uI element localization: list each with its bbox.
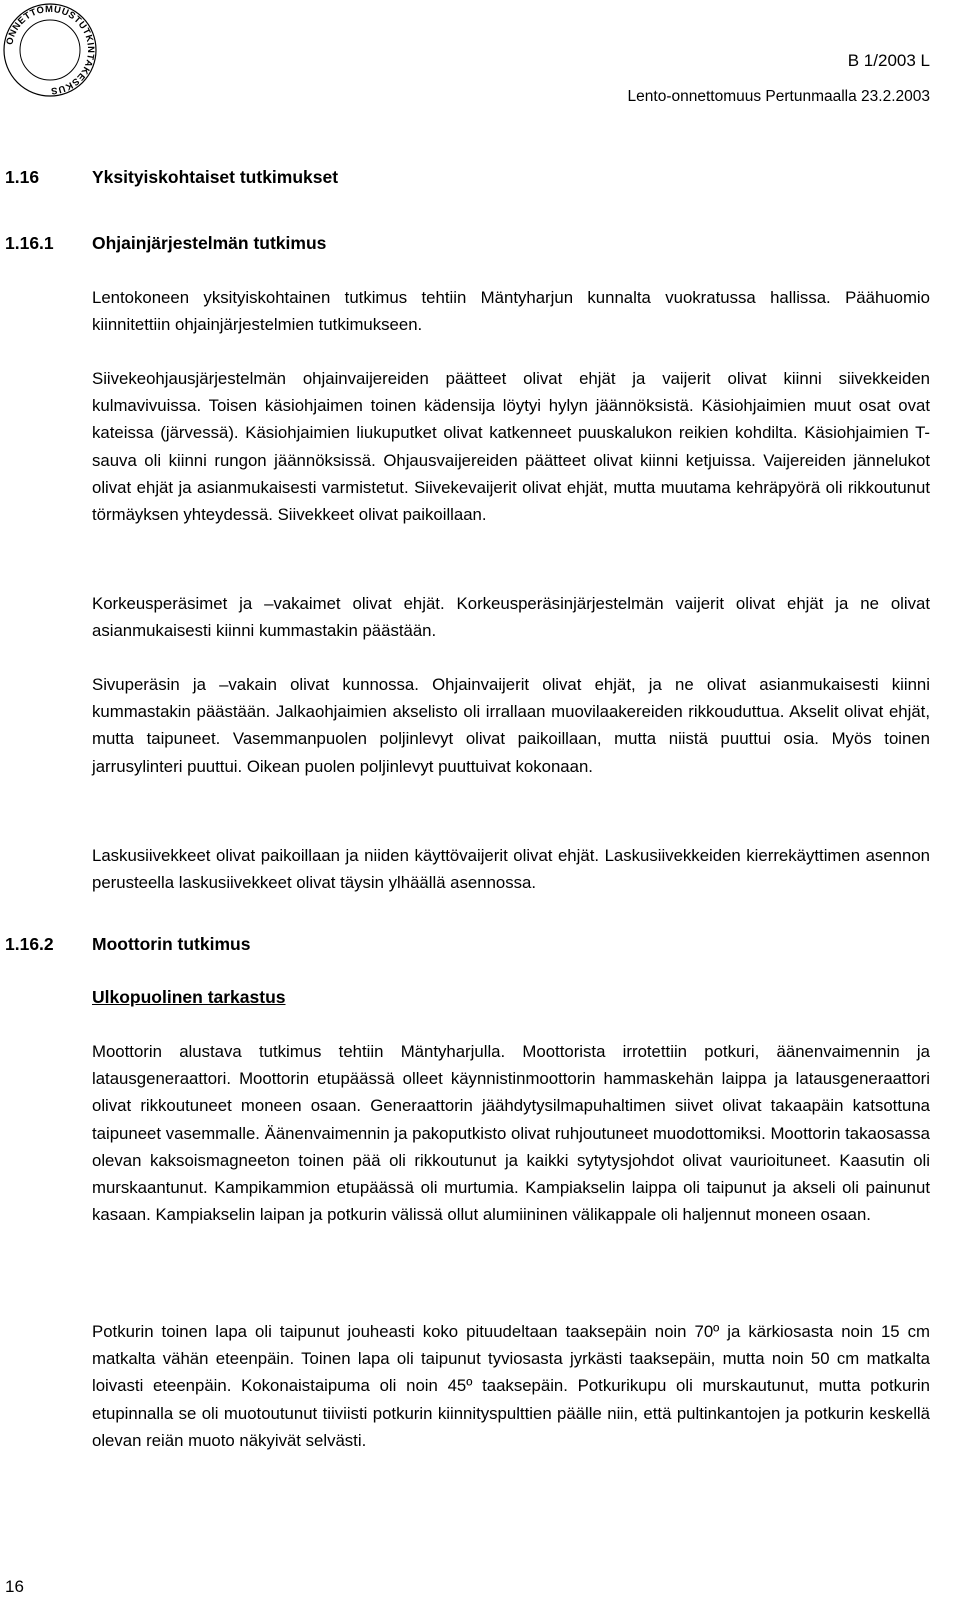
page-header xyxy=(628,50,930,108)
section-number: 1.16.2 xyxy=(5,934,54,954)
paragraph-rudder: Sivuperäsin ja –vakain olivat kunnossa. Ohjainvaijerit olivat ehjät, ja ne olivat asianmukaisesti kiinni kummastakin päästään. Jalkaohjaimien akselisto oli irrallaan muovilaakereiden rikkouduttua. Akselit olivat ehjät, mutta taipuneet. Vasemmanpuolen poljinlevyt olivat paikoillaan, mutta niistä puuttui osia. Myös toinen jarrusylinteri puuttui. Oikean puolen poljinlevyt puuttuivat kokonaan. xyxy=(92,675,930,776)
section-number: 1.16 xyxy=(5,167,40,187)
section-title: Ohjainjärjestelmän tutkimus xyxy=(92,233,327,253)
paragraph-engine-inspection: Moottorin alustava tutkimus tehtiin Mäntyharjulla. Moottorista irrotettiin potkuri, äänenvaimennin ja latausgeneraattori. Moottorin etupäässä olleet käynnistinmoottorin hammaskehän laippa ja latausgeneraattori olivat rikkoutuneet moneen osaan. Generaattorin jäähdytysilmapuhaltimen siivet olivat takaapäin katsottuna taipuneet vasemmalle. Äänenvaimennin ja pakoputkisto olivat ruhjoutuneet muodottomiksi. Moottorin takaosassa olevan kaksoismagneeton toinen pää oli rikkoutunut ja kaikki sytytysjohdot olivat vaurioituneet. Kaasutin oli murskaantunut. Kampikammion etupäässä oli murtumia. Kampiakselin laippa oli taipunut ja akseli oli painunut kasaan. Kampiakselin laipan ja potkurin välissä ollut alumiininen välikappale oli haljennut moneen osaan. xyxy=(92,1042,930,1225)
agency-seal-logo xyxy=(0,0,100,100)
section-number: 1.16.1 xyxy=(5,233,54,253)
seal-text: ONNETTOMUUSTUTKINTAKESKUS xyxy=(3,2,98,98)
paragraph-aileron-controls: Siivekeohjausjärjestelmän ohjainvaijereiden päätteet olivat ehjät ja vaijerit olivat kiinni siivekkeiden kulmavivuissa. Toisen käsiohjaimen toinen kädensija löytyi hylyn jäännöksistä. Käsiohjaimien muut osat ovat kateissa (järvessä). Käsiohjaimien liukuputket olivat katkenneet puuskalukon reikien kohdilta. Käsiohjaimien T-sauva oli kiinni rungon jäännöksissä. Ohjausvaijereiden päätteet olivat kiinni ketjuissa. Vaijereiden jännelukot olivat ehjät ja asianmukaisesti varmistetut. Siivekevaijerit olivat ehjät, mutta muutama kehräpyörä oli rikkoutunut törmäyksen yhteydessä. Siivekkeet olivat paikoillaan. xyxy=(92,369,930,525)
section-title: Moottorin tutkimus xyxy=(92,934,251,954)
report-title: Lento-onnettomuus Pertunmaalla 23.2.2003 xyxy=(627,88,930,105)
subheading-external-inspection: Ulkopuolinen tarkastus xyxy=(92,987,286,1007)
section-title: Yksityiskohtaiset tutkimukset xyxy=(92,167,339,187)
page-number: 16 xyxy=(5,1577,24,1596)
paragraph-hall-inspection: Lentokoneen yksityiskohtainen tutkimus tehtiin Mäntyharjun kunnalta vuokratussa hallissa. Päähuomio kiinnitettiin ohjainjärjestelmien tutkimukseen. xyxy=(92,288,930,335)
report-id: B 1/2003 L xyxy=(847,51,930,70)
paragraph-flaps: Laskusiivekkeet olivat paikoillaan ja niiden käyttövaijerit olivat ehjät. Laskusiivekkeiden kierrekäyttimen asennon perusteella laskusiivekkeet olivat täysin ylhäällä asennossa. xyxy=(92,846,930,893)
paragraph-propeller: Potkurin toinen lapa oli taipunut jouheasti koko pituudeltaan taaksepäin noin 70º ja kärkiosasta noin 15 cm matkalta vähän eteenpäin. Toinen lapa oli taipunut tyviosasta jyrkästi taaksepäin, mutta noin 50 cm matkalta loivasti eteenpäin. Kokonaistaipuma oli noin 45º taaksepäin. Potkurikupu oli murskautunut, mutta potkurin etupinnalla se oli muotoutunut tiiviisti potkurin kiinnityspulttien päälle niin, että pultinkantojen ja potkurin keskellä olevan reiän muoto näkyivät selvästi. xyxy=(92,1322,930,1450)
paragraph-elevator: Korkeusperäsimet ja –vakaimet olivat ehjät. Korkeusperäsinjärjestelmän vaijerit olivat ehjät ja ne olivat asianmukaisesti kiinni kummastakin päästään. xyxy=(92,594,930,641)
